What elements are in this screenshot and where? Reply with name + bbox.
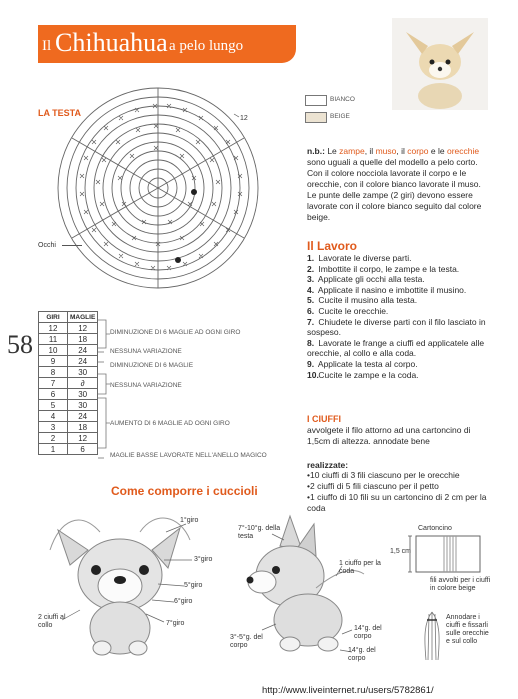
- table-row: 6 30: [39, 389, 98, 400]
- chihuahua-photo: [392, 18, 488, 110]
- card-illustration: [408, 532, 488, 576]
- table-row: 3 18: [39, 422, 98, 433]
- nb-text-2: , il: [364, 146, 374, 156]
- header-rounds: GIRI: [39, 312, 68, 323]
- title-subtitle: a pelo lungo: [169, 38, 244, 54]
- table-row: 2 12: [39, 433, 98, 444]
- work-step: 2. Imbottite il corpo, le zampe e la testa.: [307, 263, 460, 274]
- work-steps-list: [307, 253, 497, 380]
- front-label-round-1: 1°giro: [180, 517, 199, 524]
- eyes-label: Occhi: [38, 242, 56, 249]
- side-label-body-14: 14°g. del corpo: [354, 625, 382, 640]
- side-label-head-rounds: 7°-10°g. della testa: [238, 525, 281, 540]
- eyes-leader-line: [62, 245, 82, 246]
- nb-text-3: , il: [396, 146, 405, 156]
- diagram-round-label: 12: [240, 115, 248, 122]
- tufts-item: •2 ciuffi di 5 fili ciascuno per il petto: [307, 481, 439, 491]
- table-note-magic-ring: MAGLIE BASSE LAVORATE NELL'ANELLO MAGICO: [110, 452, 267, 459]
- page-number: 58: [7, 330, 33, 359]
- footer-url: http://www.liveinternet.ru/users/5782861/: [262, 685, 434, 696]
- work-step: 6. Cucite le orecchie.: [307, 305, 389, 316]
- card-wrap-note: fili avvolti per i ciuffi in colore beige: [430, 577, 491, 592]
- knot-note: Annodare i ciuffi e fissarli sulle orecchie e sul collo: [446, 614, 489, 645]
- tufts-item: •1 ciuffo di 10 fili su un cartoncino di 2 cm per la coda: [307, 492, 487, 513]
- tufts-realize-title: realizzate:: [307, 460, 349, 470]
- work-step: 7. Chiudete le diverse parti con il filo lasciato in sospeso.: [307, 316, 486, 338]
- side-label-body-14b: 14°g. del corpo: [348, 647, 376, 662]
- work-step: 3. Applicate gli occhi alla testa.: [307, 274, 425, 285]
- table-note-no-change: NESSUNA VARIAZIONE: [110, 348, 182, 355]
- table-row: 9 24: [39, 356, 98, 367]
- nb-word-orecchie: orecchie: [446, 146, 480, 156]
- table-row: 10 24: [39, 345, 98, 356]
- front-label-neck-tufts: 2 ciuffi al collo: [38, 614, 66, 629]
- white-label: BIANCO: [330, 96, 355, 103]
- table-note-increase: AUMENTO DI 6 MAGLIE AD OGNI GIRO: [110, 420, 230, 427]
- table-note-no-change-2: NESSUNA VARIAZIONE: [110, 382, 182, 389]
- work-step: 5. Cucite il musino alla testa.: [307, 295, 418, 306]
- table-note-decrease-6: DIMINUZIONE DI 6 MAGLIE: [110, 362, 194, 369]
- table-note-decrease: DIMINUZIONE DI 6 MAGLIE AD OGNI GIRO: [110, 329, 241, 336]
- table-row: 12 12: [39, 323, 98, 334]
- nb-word-muso: muso: [375, 146, 397, 156]
- title-banner: [38, 25, 296, 63]
- header-stitches: MAGLIE: [68, 312, 98, 323]
- tied-tuft-illustration: [420, 610, 444, 664]
- tufts-item: •10 ciuffi di 3 fili ciascuno per le orecchie: [307, 470, 460, 480]
- nb-text-rest: sono uguali a quelle del modello a pelo corto. Con il colore nocciola lavorate il corpo e le orecchie, con il colore bianco lavorate il muso. Le punte delle zampe (2 giri) devono essere lavorate con il colore bianco seguito dal colore beige.: [307, 157, 482, 222]
- side-label-body-rounds: 3°-5°g. del corpo: [230, 634, 263, 649]
- head-crochet-diagram: [54, 80, 264, 298]
- page-title: Chihuahua: [55, 28, 168, 57]
- work-title: Il Lavoro: [307, 239, 358, 253]
- table-row: 11 18: [39, 334, 98, 345]
- table-row: 4 24: [39, 411, 98, 422]
- rounds-table-header: [39, 312, 98, 323]
- work-step: 9. Applicate la testa al corpo.: [307, 358, 418, 369]
- work-step: 1. Lavorate le diverse parti.: [307, 253, 412, 263]
- nb-word-corpo: corpo: [407, 146, 429, 156]
- beige-label: BEIGE: [330, 113, 350, 120]
- assembly-title: Come comporre i cuccioli: [111, 484, 258, 498]
- side-label-tail-tuft: 1 ciuffo per la coda: [339, 560, 381, 575]
- front-dog-illustration: [40, 510, 203, 660]
- nb-paragraph: [307, 146, 492, 223]
- card-size-label: 1,5 cm: [390, 548, 412, 555]
- work-step: 8. Lavorate le frange a ciuffi ed applicatele alle orecchie, al collo e alla coda.: [307, 337, 485, 359]
- work-step: 4. Applicate il nasino e imbottite il musino.: [307, 284, 467, 295]
- white-swatch: [305, 95, 327, 106]
- card-label: Cartoncino: [418, 525, 452, 532]
- table-row: 7 ∂: [39, 378, 98, 389]
- table-row: 5 30: [39, 400, 98, 411]
- nb-text-1: Le: [327, 146, 337, 156]
- nb-prefix: n.b.:: [307, 146, 325, 156]
- nb-word-zampe: zampe: [339, 146, 365, 156]
- front-label-round-7: 7°giro: [166, 620, 185, 627]
- table-row: 8 30: [39, 367, 98, 378]
- tufts-list: [307, 470, 492, 514]
- front-label-round-6: 6°giro: [174, 598, 193, 605]
- front-label-round-5: 5°giro: [184, 582, 203, 589]
- title-article: Il: [42, 38, 52, 54]
- table-row: 1 6: [39, 444, 98, 455]
- front-label-round-3: 3°giro: [194, 556, 213, 563]
- work-step: 10. Cucite le zampe e la coda.: [307, 369, 419, 380]
- rounds-table: [38, 311, 98, 455]
- nb-text-4: e le: [430, 146, 445, 156]
- table-brackets: [96, 318, 110, 464]
- head-section-title: LA TESTA: [38, 108, 81, 118]
- tufts-title: I CIUFFI: [307, 414, 341, 424]
- tufts-intro: avvolgete il filo attorno ad una cartoncino di 1,5cm di altezza. annodate bene: [307, 425, 471, 446]
- beige-swatch: [305, 112, 327, 123]
